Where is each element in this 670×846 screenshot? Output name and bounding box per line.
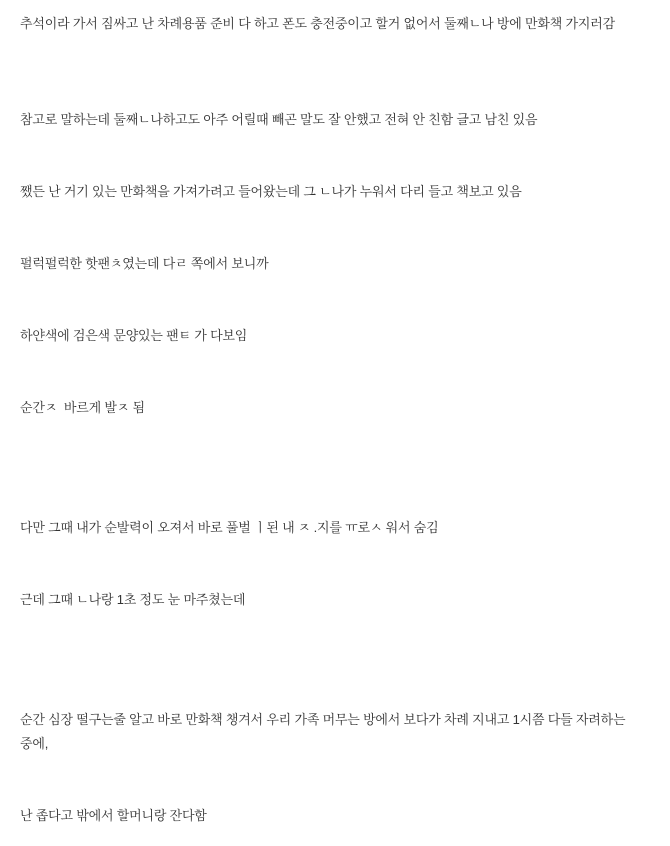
blank-line xyxy=(20,300,649,324)
blank-line xyxy=(20,372,649,396)
post-paragraph: 순간ﾸ 바르게 발ﾸ 됨 xyxy=(20,400,145,415)
blank-line xyxy=(20,756,649,780)
post-paragraph: 다만 그때 내가 순발력이 오져서 바로 풀벌 ￜ된 내 ﾸ .지를 ￗ로ﾵ 워서 숨김 xyxy=(20,520,439,535)
blank-line xyxy=(20,84,649,108)
blank-line xyxy=(20,660,649,684)
blank-line xyxy=(20,780,649,804)
post-paragraph: 쨌든 난 거기 있는 만화책을 가져가려고 들어왔는데 그 ﾤ나가 누워서 다리 들고 책보고 있음 xyxy=(20,184,522,199)
blank-line xyxy=(20,468,649,492)
blank-line xyxy=(20,444,649,468)
blank-line xyxy=(20,228,649,252)
blank-line xyxy=(20,36,649,60)
blank-line xyxy=(20,564,649,588)
blank-line xyxy=(20,636,649,660)
blank-line xyxy=(20,204,649,228)
blank-line xyxy=(20,276,649,300)
post-paragraph: 추석이라 가서 짐싸고 난 차례용품 준비 다 하고 폰도 충전중이고 할거 없어서 둘째ﾤ나 방에 만화책 가지러감 xyxy=(20,16,615,31)
blank-line xyxy=(20,684,649,708)
post-paragraph: 난 좁다고 밖에서 할머니랑 잔다함 xyxy=(20,808,207,823)
blank-line xyxy=(20,60,649,84)
blank-line xyxy=(20,132,649,156)
blank-line xyxy=(20,612,649,636)
blank-line xyxy=(20,420,649,444)
blank-line xyxy=(20,540,649,564)
post-paragraph: 근데 그때 ﾤ나랑 1초 정도 눈 마주쳤는데 xyxy=(20,592,246,607)
post-paragraph: 순간 심장 떨구는줄 알고 바로 만화책 챙겨서 우리 가족 머무는 방에서 보다가 차례 지내고 1시쯤 다들 자려하는 중에, xyxy=(20,712,629,751)
blank-line xyxy=(20,156,649,180)
post-paragraph: 펄럭펄럭한 핫팬ﾺ였는데 다ﾩ 쪽에서 보니까 xyxy=(20,256,269,271)
post-paragraph: 참고로 말하는데 둘째ﾤ나하고도 아주 어릴때 빼곤 말도 잘 안했고 전혀 안 친함 글고 남친 있음 xyxy=(20,112,538,127)
blank-line xyxy=(20,348,649,372)
post-paragraph: 하얀색에 검은색 문양있는 팬ﾼ 가 다보임 xyxy=(20,328,248,343)
blank-line xyxy=(20,492,649,516)
